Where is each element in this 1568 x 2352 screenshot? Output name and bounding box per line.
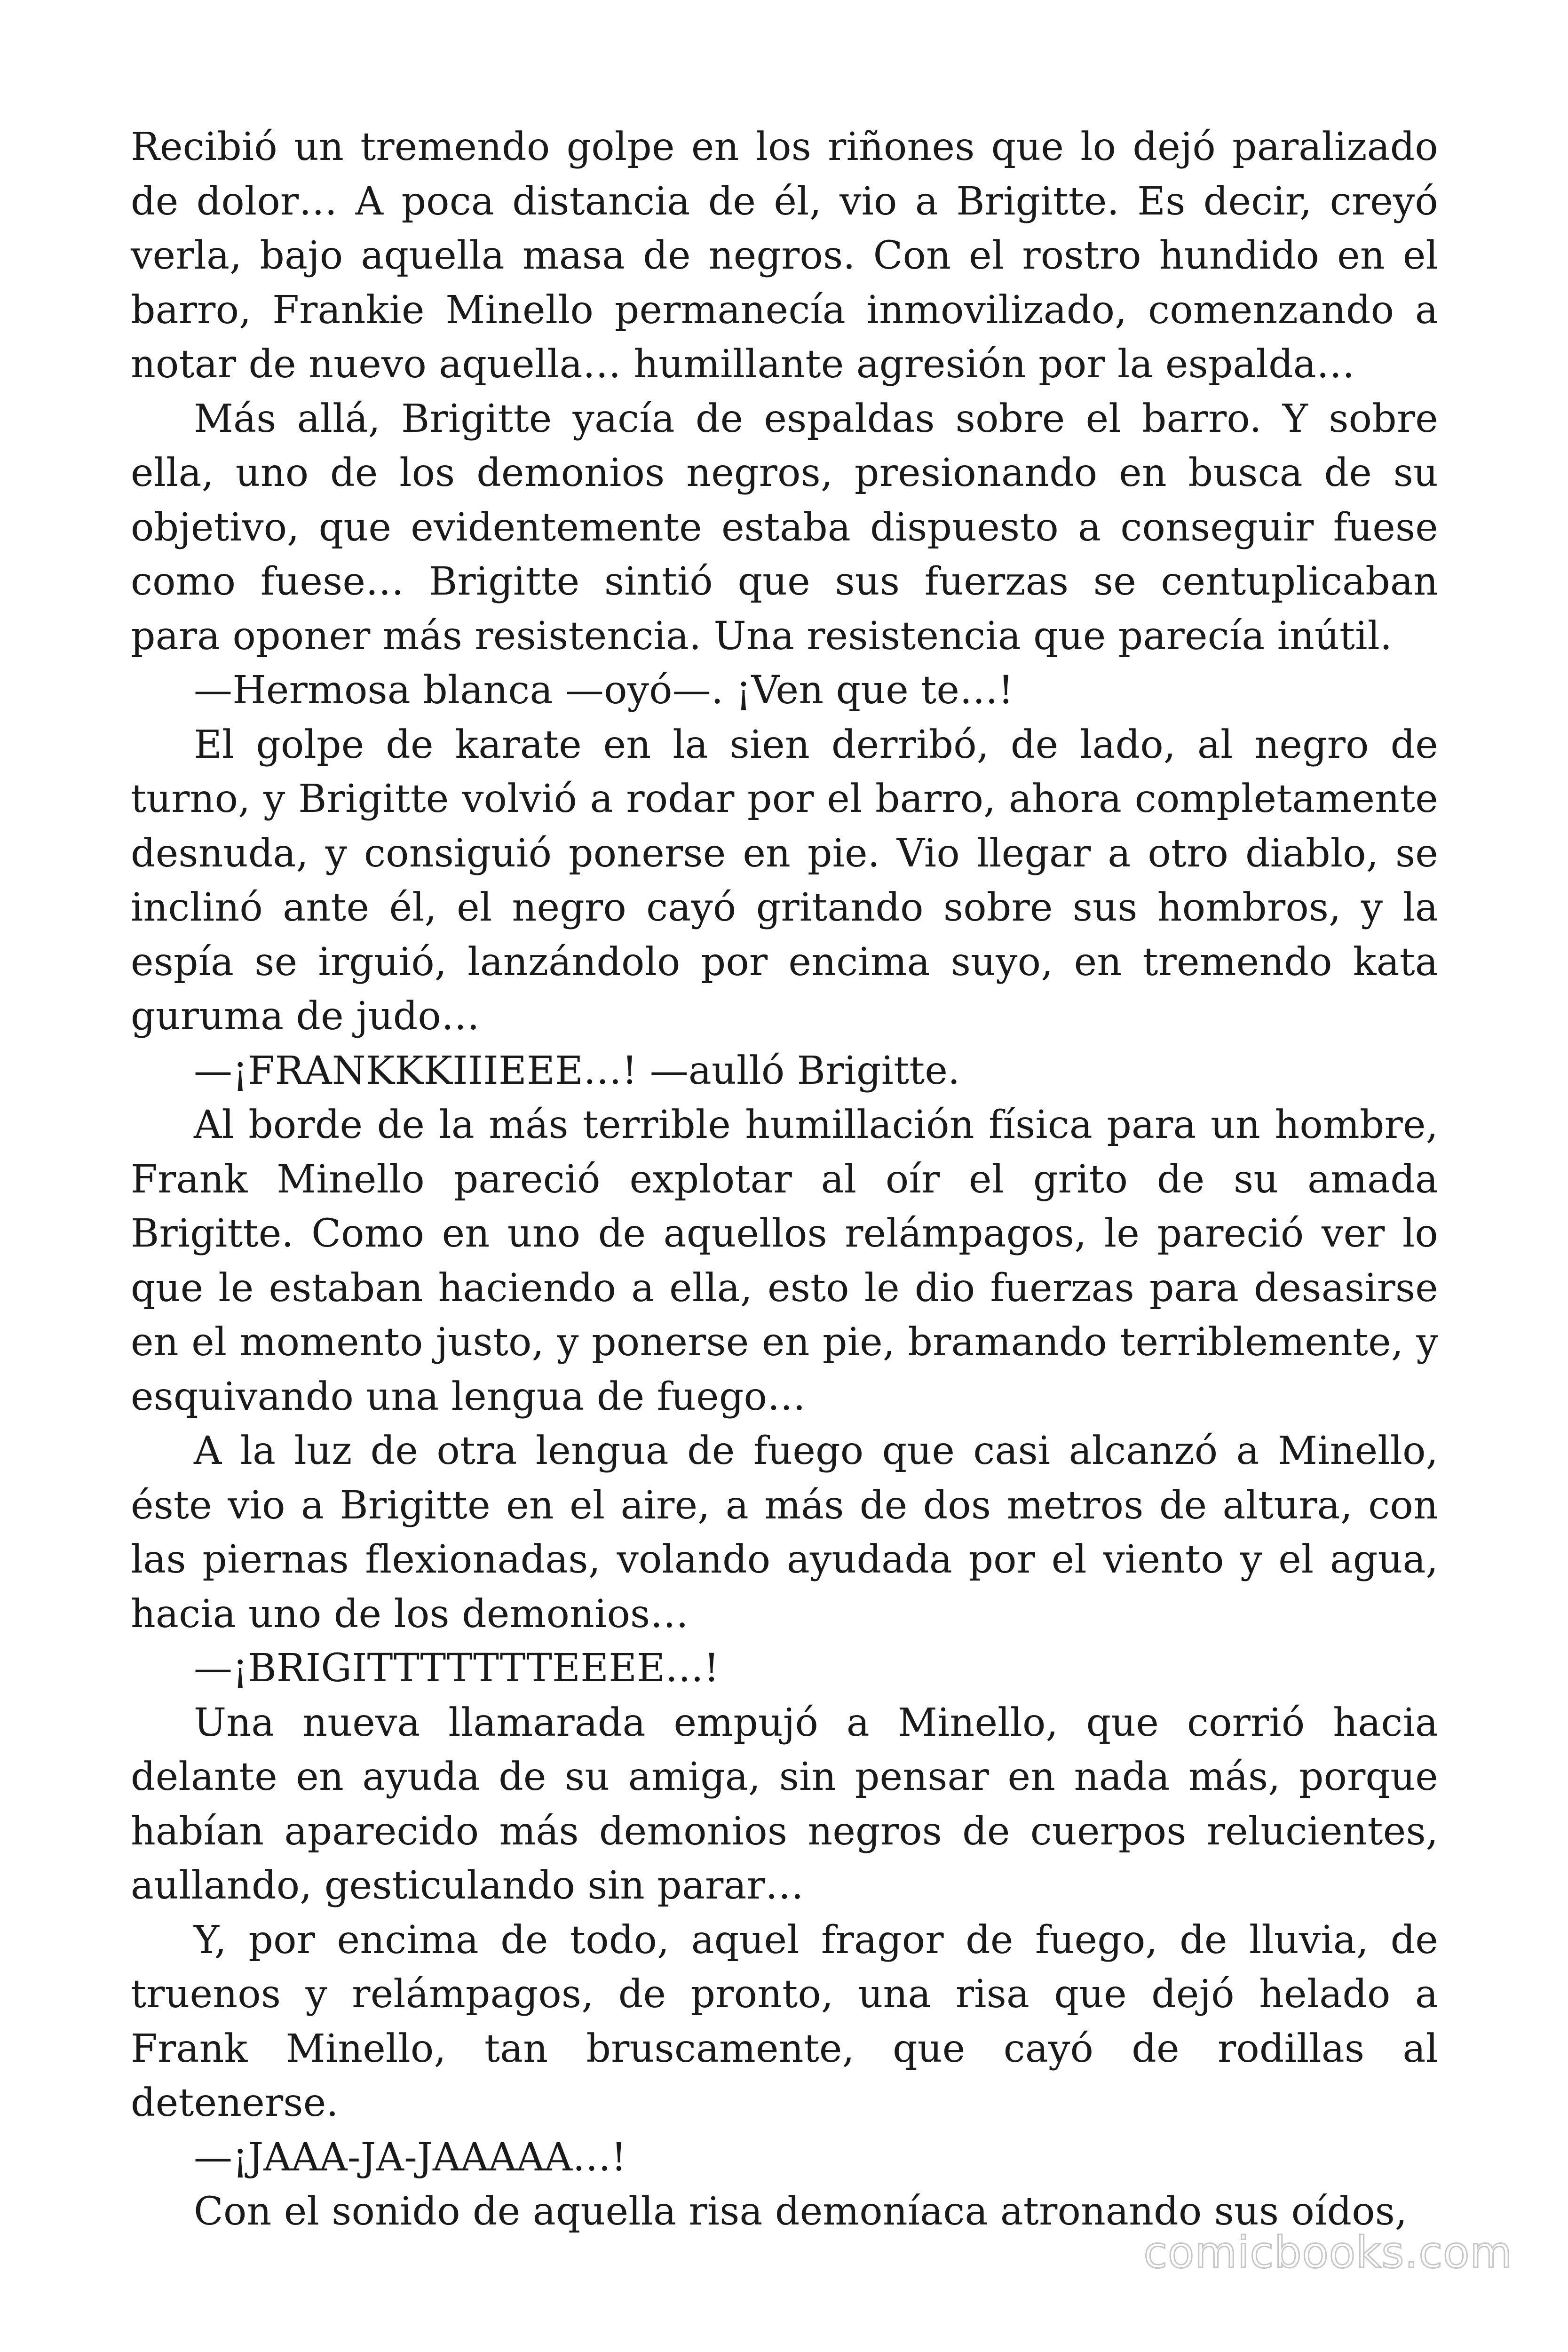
paragraph-2: Más allá, Brigitte yacía de espaldas sobre el barro. Y sobre ella, uno de los demonios negros, presionando en busca de su objetivo, que evidentemente estaba dispuesto a conseguir fuese como fuese… Brigitte sintió que sus fuerzas se centuplicaban para oponer más resistencia. Una resistencia que parecía inútil.	[131, 396, 1438, 659]
paragraph-5: —¡FRANKKKIIIEEE…! —aulló Brigitte.	[194, 1048, 960, 1093]
paragraph-6: Al borde de la más terrible humillación física para un hombre, Frank Minello pareció explotar al oír el grito de su amada Brigitte. Como en uno de aquellos relámpagos, le pareció ver lo que le estaban haciendo a ella, esto le dio fuerzas para desasirse en el momento justo, y ponerse en pie, bramando terriblemente, y esquivando una lengua de fuego…	[131, 1103, 1438, 1419]
paragraph-12: Con el sonido de aquella risa demoníaca atronando sus oídos,	[194, 2189, 1408, 2234]
paragraph-7: A la luz de otra lengua de fuego que casi alcanzó a Minello, éste vio a Brigitte en el aire, a más de dos metros de altura, con las piernas flexionadas, volando ayudada por el viento y el agua, hacia uno de los demonios…	[131, 1429, 1438, 1637]
watermark: comicbooks.com	[1143, 2227, 1513, 2278]
paragraph-11: —¡JAAA-JA-JAAAAA…!	[194, 2135, 627, 2180]
paragraph-10: Y, por encima de todo, aquel fragor de fuego, de lluvia, de truenos y relámpagos, de pronto, una risa que dejó helado a Frank Minello, tan bruscamente, que cayó de rodillas al detenerse.	[131, 1917, 1438, 2125]
paragraph-4: El golpe de karate en la sien derribó, de lado, al negro de turno, y Brigitte volvió a rodar por el barro, ahora completamente desnuda, y consiguió ponerse en pie. Vio llegar a otro diablo, se inclinó ante él, el negro cayó gritando sobre sus hombros, y la espía se irguió, lanzándolo por encima suyo, en tremendo kata guruma de judo…	[131, 722, 1438, 1039]
paragraph-3: —Hermosa blanca —oyó—. ¡Ven que te…!	[194, 668, 1014, 713]
paragraph-8: —¡BRIGITTTTTTTEEEE…!	[194, 1646, 720, 1691]
body-text	[131, 120, 1438, 2239]
paragraph-9: Una nueva llamarada empujó a Minello, que corrió hacia delante en ayuda de su amiga, sin pensar en nada más, porque habían aparecido más demonios negros de cuerpos relucientes, aullando, gesticulando sin parar…	[131, 1700, 1438, 1908]
paragraph-1: Recibió un tremendo golpe en los riñones que lo dejó paralizado de dolor… A poca distancia de él, vio a Brigitte. Es decir, creyó verla, bajo aquella masa de negros. Con el rostro hundido en el barro, Frankie Minello permanecía inmovilizado, comenzando a notar de nuevo aquella… humillante agresión por la espalda…	[131, 125, 1438, 387]
